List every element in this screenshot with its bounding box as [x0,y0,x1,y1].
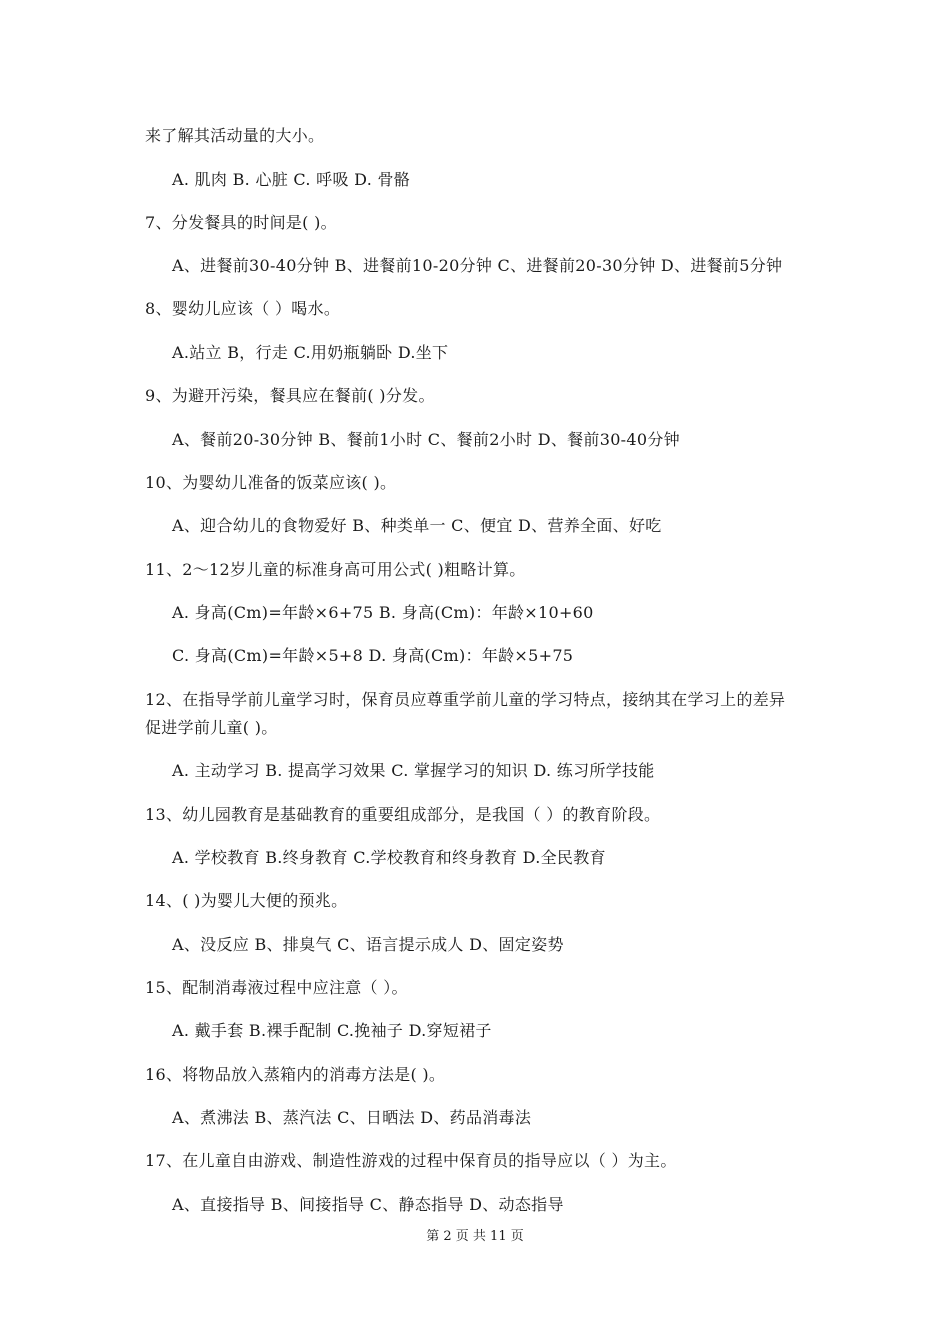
options-line: A. 肌肉 B. 心脏 C. 呼吸 D. 骨骼 [172,170,411,189]
question-line: 7、分发餐具的时间是( )。 [145,213,337,232]
options-line: A、迎合幼儿的食物爱好 B、种类单一 C、便宜 D、营养全面、好吃 [172,516,662,535]
options-line: A.站立 B，行走 C.用奶瓶躺卧 D.坐下 [172,343,449,362]
question-line: 11、2～12岁儿童的标准身高可用公式( )粗略计算。 [145,560,526,579]
options-line: A. 身高(Cm)=年龄×6+75 B. 身高(Cm)：年龄×10+60 [172,603,594,622]
question-line: 13、幼儿园教育是基础教育的重要组成部分，是我国（ ）的教育阶段。 [145,805,661,824]
question-line: 来了解其活动量的大小。 [145,126,325,145]
question-line: 15、配制消毒液过程中应注意（ ）。 [145,978,408,997]
page-footer: 第 2 页 共 11 页 [426,1229,524,1244]
question-line: 8、婴幼儿应该（ ）喝水。 [145,299,341,318]
options-line: A. 学校教育 B.终身教育 C.学校教育和终身教育 D.全民教育 [172,848,606,867]
options-line: A、直接指导 B、间接指导 C、静态指导 D、动态指导 [172,1195,564,1214]
options-line: A、没反应 B、排臭气 C、语言提示成人 D、固定姿势 [172,935,564,954]
question-line: 促进学前儿童( )。 [145,718,278,737]
question-line: 17、在儿童自由游戏、制造性游戏的过程中保育员的指导应以（ ）为主。 [145,1151,677,1170]
question-line: 14、( )为婴儿大便的预兆。 [145,891,348,910]
options-line: A、餐前20-30分钟 B、餐前1小时 C、餐前2小时 D、餐前30-40分钟 [172,430,680,449]
question-line: 12、在指导学前儿童学习时，保育员应尊重学前儿童的学习特点，接纳其在学习上的差异 [145,690,786,709]
question-line: 10、为婴幼儿准备的饭菜应该( )。 [145,473,397,492]
question-line: 16、将物品放入蒸箱内的消毒方法是( )。 [145,1065,446,1084]
options-line: C. 身高(Cm)=年龄×5+8 D. 身高(Cm)：年龄×5+75 [172,646,574,665]
options-line: A、进餐前30-40分钟 B、进餐前10-20分钟 C、进餐前20-30分钟 D、进餐前5分钟 [172,256,783,275]
question-line: 9、为避开污染，餐具应在餐前( )分发。 [145,386,435,405]
options-line: A. 戴手套 B.裸手配制 C.挽袖子 D.穿短裙子 [172,1021,492,1040]
options-line: A. 主动学习 B. 提高学习效果 C. 掌握学习的知识 D. 练习所学技能 [172,761,655,780]
options-line: A、煮沸法 B、蒸汽法 C、日晒法 D、药品消毒法 [172,1108,532,1127]
